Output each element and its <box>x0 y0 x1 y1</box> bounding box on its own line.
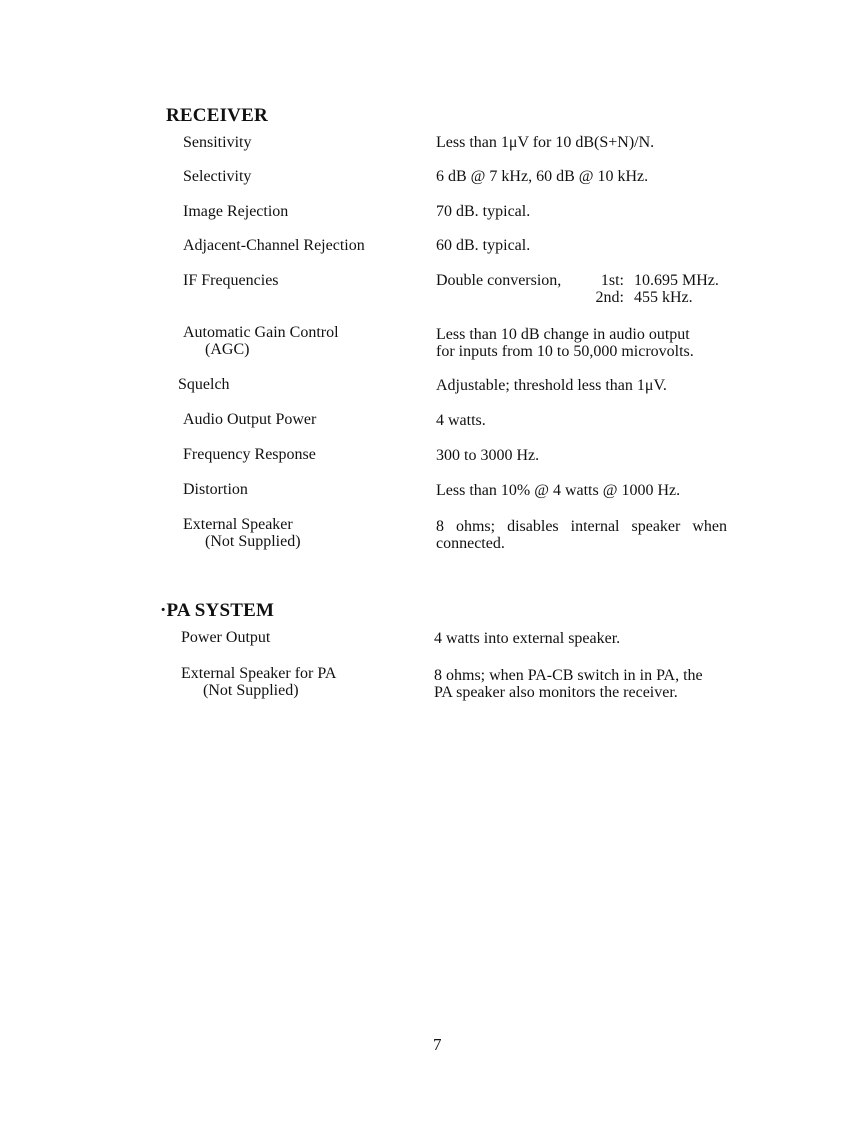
spec-label-agc <box>183 324 339 358</box>
if-second-value: 455 kHz. <box>634 289 693 306</box>
spec-label-audio-output-power: Audio Output Power <box>183 411 317 428</box>
external-speaker-label-main: External Speaker <box>183 516 293 533</box>
external-speaker-label-sub: (Not Supplied) <box>205 533 301 550</box>
spec-value-external-speaker: 8 ohms; disables internal speaker when connected. <box>436 518 727 552</box>
receiver-heading: RECEIVER <box>166 105 268 126</box>
agc-label-sub: (AGC) <box>205 341 250 358</box>
spec-value-agc: Less than 10 dB change in audio output for inputs from 10 to 50,000 microvolts. <box>436 326 694 360</box>
spec-value-selectivity: 6 dB @ 7 kHz, 60 dB @ 10 kHz. <box>436 168 649 185</box>
if-first-value: 10.695 MHz. <box>634 272 719 289</box>
spec-label-image-rejection: Image Rejection <box>183 203 289 220</box>
if-second-tag: 2nd: <box>595 289 624 306</box>
spec-value-image-rejection: 70 dB. typical. <box>436 203 531 220</box>
spec-value-squelch: Adjustable; threshold less than 1μV. <box>436 377 667 394</box>
spec-value-distortion: Less than 10% @ 4 watts @ 1000 Hz. <box>436 482 681 499</box>
spec-label-pa-external-speaker <box>181 665 336 699</box>
spec-value-if-frequencies <box>436 272 719 306</box>
spec-label-frequency-response: Frequency Response <box>183 446 316 463</box>
pa-speaker-label-main: External Speaker for PA <box>181 665 337 682</box>
pa-system-heading: ·PA SYSTEM <box>160 600 275 621</box>
if-second-conversion <box>436 289 719 306</box>
spec-value-audio-output-power: 4 watts. <box>436 412 486 429</box>
spec-label-distortion: Distortion <box>183 481 248 498</box>
page-number: 7 <box>433 1035 442 1054</box>
agc-label-main: Automatic Gain Control <box>183 324 339 341</box>
spec-label-if-frequencies: IF Frequencies <box>183 272 279 289</box>
spec-value-adjacent-channel-rejection: 60 dB. typical. <box>436 237 531 254</box>
spec-label-power-output: Power Output <box>181 629 271 646</box>
spec-value-power-output: 4 watts into external speaker. <box>434 630 621 647</box>
if-first-tag: 1st: <box>600 272 624 289</box>
spec-label-squelch: Squelch <box>178 376 230 393</box>
if-lead-text: Double conversion, <box>436 272 562 289</box>
spec-value-pa-external-speaker: 8 ohms; when PA-CB switch in in PA, the PA speaker also monitors the receiver. <box>434 667 703 701</box>
spec-value-frequency-response: 300 to 3000 Hz. <box>436 447 540 464</box>
spec-label-sensitivity: Sensitivity <box>183 134 252 151</box>
spec-label-selectivity: Selectivity <box>183 168 252 185</box>
spec-label-external-speaker <box>183 516 301 550</box>
spec-value-sensitivity: Less than 1μV for 10 dB(S+N)/N. <box>436 134 655 151</box>
spec-label-adjacent-channel-rejection: Adjacent-Channel Rejection <box>183 237 365 254</box>
pa-speaker-label-sub: (Not Supplied) <box>203 682 299 699</box>
if-first-conversion <box>436 272 719 289</box>
